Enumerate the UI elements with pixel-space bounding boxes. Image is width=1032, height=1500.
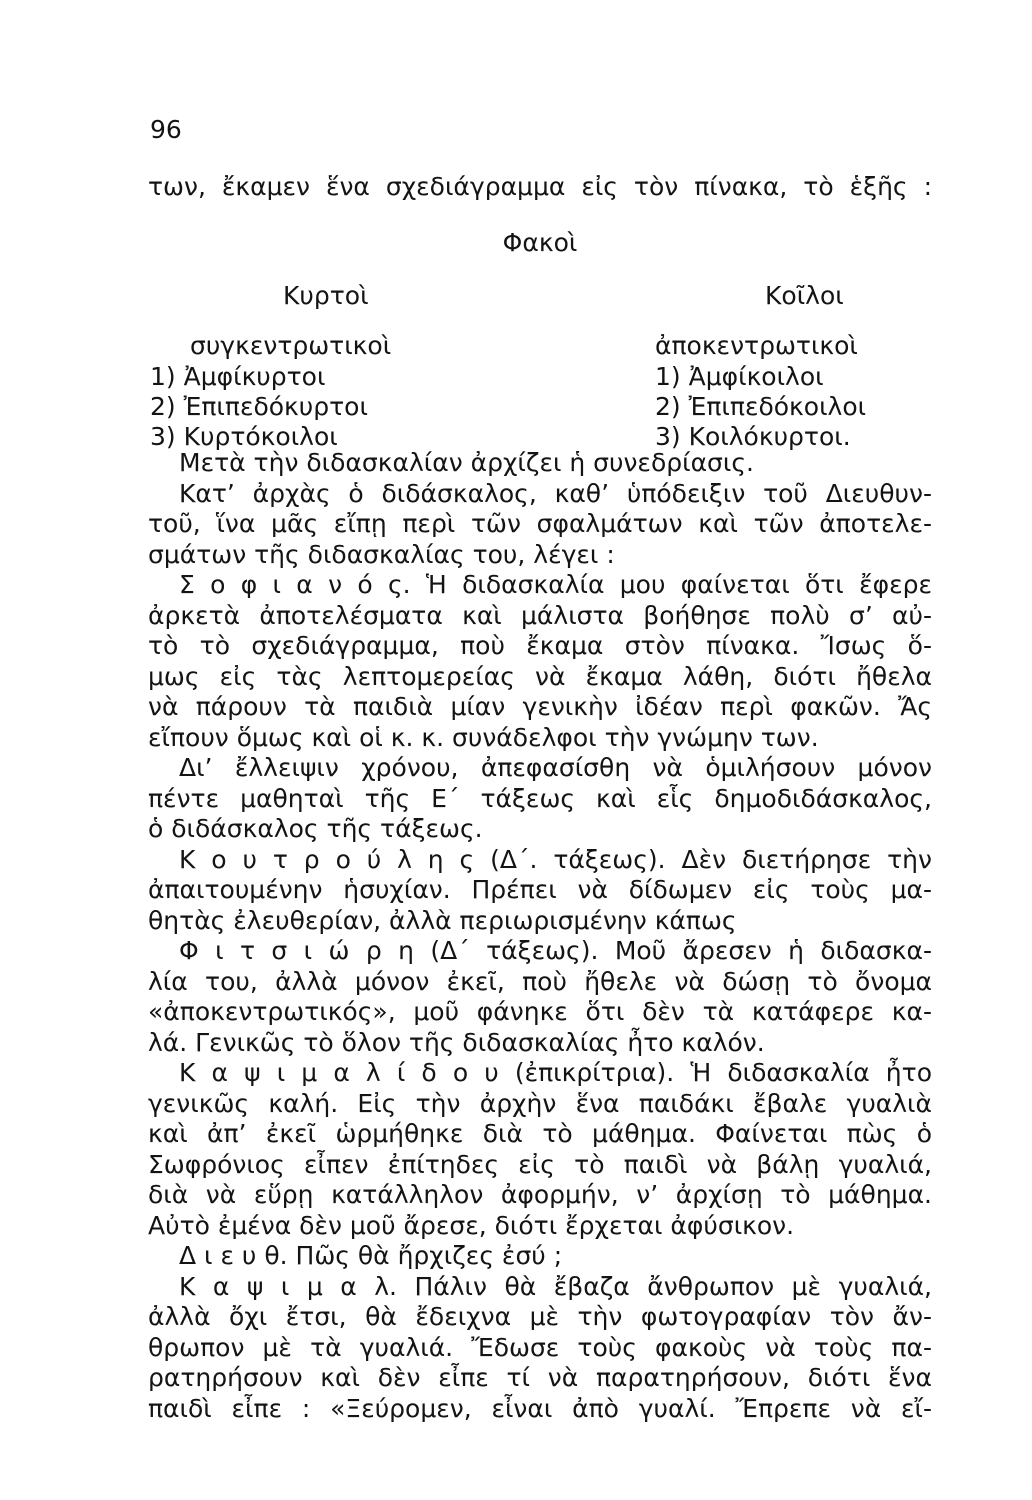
text-line: ἀπαιτουμένην ἡσυχίαν. Πρέπει νὰ δίδωμεν εἰς τοὺς μα-: [148, 875, 932, 904]
text-line: Σωφρόνιος εἶπεν ἐπίτηδες εἰς τὸ παιδὶ νὰ βάλῃ γυαλιά,: [148, 1149, 932, 1179]
left-list-item: 1) Ἀμφίκυρτοι: [150, 362, 326, 391]
text-line: πέντε μαθηταὶ τῆς Ε΄ τάξεως καὶ εἷς δημοδιδάσκαλος,: [148, 783, 932, 813]
text-line: ὁ διδάσκαλος τῆς τάξεως.: [148, 814, 483, 843]
right-column-heading: Κοῖλοι: [765, 281, 844, 310]
text-line: σμάτων τῆς διδασκαλίας του, λέγει :: [148, 539, 615, 569]
text-line: Μετὰ τὴν διδασκαλίαν ἀρχίζει ἡ συνεδρίασις.: [179, 448, 754, 477]
right-list-item: 1) Ἀμφίκοιλοι: [655, 362, 824, 391]
right-list-item: 3) Κοιλόκυρτοι.: [655, 422, 851, 451]
text-line: ἀρκετὰ ἀποτελέσματα καὶ μάλιστα βοήθησε πολὺ σ’ αὐ-: [148, 600, 932, 630]
left-list-item: 3) Κυρτόκοιλοι: [150, 422, 338, 451]
text-line: Κ α ψ ι μ α λ. Πάλιν θὰ ἔβαζα ἄνθρωπον μὲ γυαλιά,: [179, 1271, 932, 1301]
right-column-subheading: ἀποκεντρωτικοὶ: [655, 331, 858, 360]
text-line: Δι’ ἔλλειψιν χρόνου, ἀπεφασίσθη νὰ ὁμιλήσουν μόνον: [179, 753, 932, 782]
right-list-item: 2) Ἐπιπεδόκοιλοι: [655, 392, 867, 421]
text-line: Δ ι ε υ θ. Πῶς θὰ ἤρχιζες ἐσύ ;: [179, 1241, 563, 1270]
text-line: παιδὶ εἶπε : «Ξεύρομεν, εἶναι ἀπὸ γυαλί. Ἔπρεπε νὰ εἴ-: [148, 1393, 932, 1423]
left-column-heading: Κυρτοὶ: [283, 281, 369, 310]
text-line: Κ α ψ ι μ α λ ί δ ο υ (ἐπικρίτρια). Ἡ διδασκαλία ἦτο: [179, 1058, 932, 1087]
body-text: [148, 448, 932, 1424]
text-line: θητὰς ἐλευθερίαν, ἀλλὰ περιωρισμένην κάπως: [148, 905, 737, 935]
text-line: νὰ πάρουν τὰ παιδιὰ μίαν γενικὴν ἰδέαν περὶ φακῶν. Ἄς: [148, 692, 932, 721]
page-number: 96: [150, 115, 182, 144]
text-line: Κατ’ ἀρχὰς ὁ διδάσκαλος, καθ’ ὑπόδειξιν τοῦ Διευθυν-: [179, 478, 932, 508]
intro-line: των, ἔκαμεν ἕνα σχεδιάγραμμα εἰς τὸν πίνακα, τὸ ἑξῆς :: [148, 172, 932, 201]
text-line: γενικῶς καλή. Εἰς τὴν ἀρχὴν ἕνα παιδάκι ἔβαλε γυαλιὰ: [148, 1088, 932, 1118]
text-line: μως εἰς τὰς λεπτομερείας νὰ ἔκαμα λάθη, διότι ἤθελα: [148, 661, 932, 691]
text-line: «ἀποκεντρωτικός», μοῦ φάνηκε ὅτι δὲν τὰ κατάφερε κα-: [148, 997, 932, 1026]
text-line: Σ ο φ ι α ν ό ς. Ἡ διδασκαλία μου φαίνεται ὅτι ἔφερε: [179, 570, 932, 599]
left-column-subheading: συγκεντρωτικοὶ: [190, 331, 392, 360]
text-line: λία του, ἀλλὰ μόνον ἐκεῖ, ποὺ ἤθελε νὰ δώσῃ τὸ ὄνομα: [148, 966, 932, 996]
text-line: τὸ τὸ σχεδιάγραμμα, ποὺ ἔκαμα στὸν πίνακα. Ἴσως ὅ-: [148, 631, 932, 660]
text-line: διὰ νὰ εὕρῃ κατάλληλον ἀφορμήν, ν’ ἀρχίσῃ τὸ μάθημα.: [148, 1180, 932, 1209]
text-line: Φ ι τ σ ι ώ ρ η (Δ΄ τάξεως). Μοῦ ἄρεσεν ἡ διδασκα-: [179, 936, 932, 965]
text-line: Αὐτὸ ἐμένα δὲν μοῦ ἄρεσε, διότι ἔρχεται ἀφύσικον.: [148, 1210, 795, 1240]
text-line: ἀλλὰ ὄχι ἔτσι, θὰ ἔδειχνα μὲ τὴν φωτογραφίαν τὸν ἄν-: [148, 1302, 932, 1331]
text-line: θρωπον μὲ τὰ γυαλιά. Ἔδωσε τοὺς φακοὺς νὰ τοὺς πα-: [148, 1332, 932, 1362]
diagram-title: Φακοὶ: [502, 228, 578, 257]
text-line: λά. Γενικῶς τὸ ὅλον τῆς διδασκαλίας ἦτο καλόν.: [148, 1027, 765, 1057]
text-line: καὶ ἀπ’ ἐκεῖ ὡρμήθηκε διὰ τὸ μάθημα. Φαίνεται πὼς ὁ: [148, 1119, 932, 1148]
text-line: εἴπουν ὅμως καὶ οἱ κ. κ. συνάδελφοι τὴν γνώμην των.: [148, 722, 819, 752]
text-line: ρατηρήσουν καὶ δὲν εἶπε τί νὰ παρατηρήσουν, διότι ἕνα: [148, 1363, 932, 1392]
left-list-item: 2) Ἐπιπεδόκυρτοι: [150, 392, 368, 421]
text-line: Κ ο υ τ ρ ο ύ λ η ς (Δ΄. τάξεως). Δὲν διετήρησε τὴν: [179, 844, 932, 874]
text-line: τοῦ, ἵνα μᾶς εἴπῃ περὶ τῶν σφαλμάτων καὶ τῶν ἀποτελε-: [148, 509, 932, 538]
